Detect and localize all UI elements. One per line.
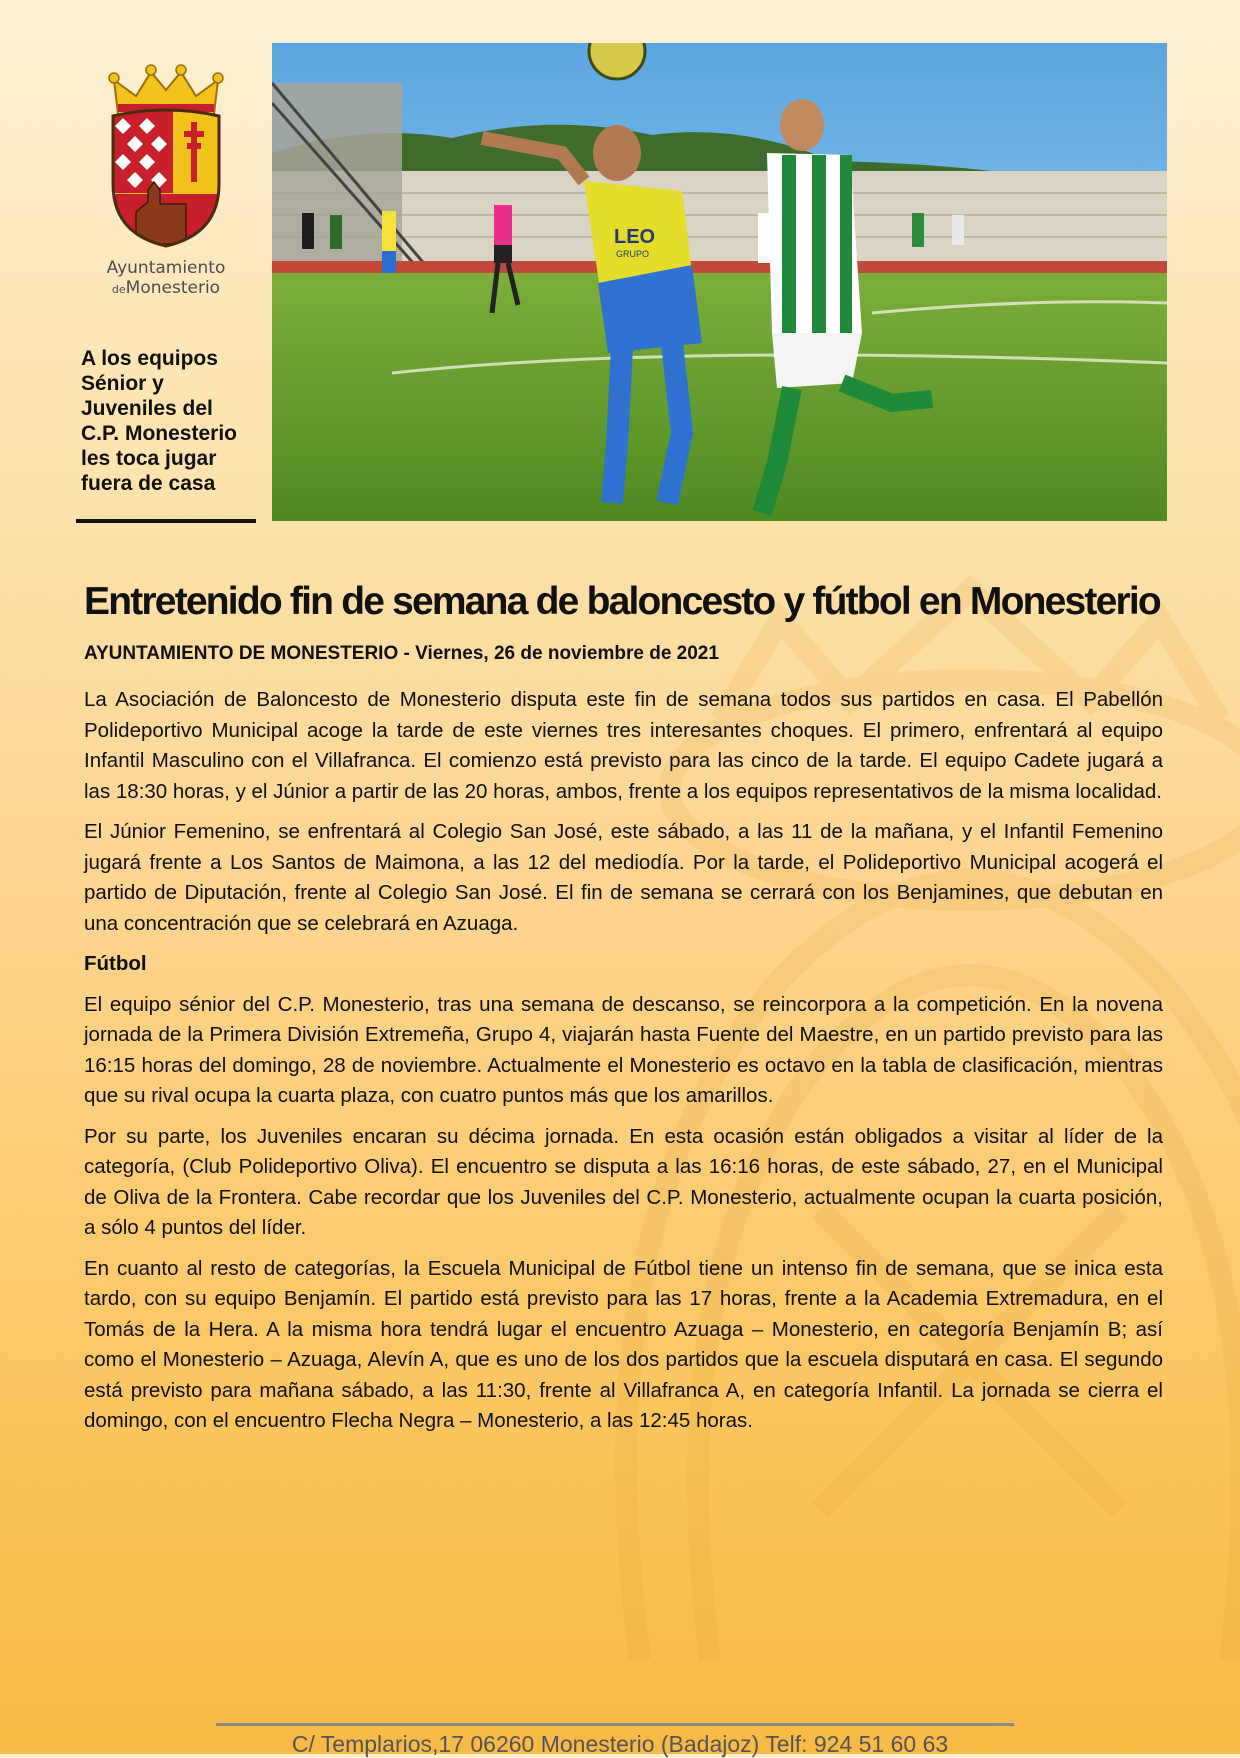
crest-icon: [96, 64, 236, 254]
section-heading: Fútbol: [84, 952, 147, 975]
logo-line-2-small: de: [111, 283, 126, 296]
sidebar-title: A los equipos Sénior y Juveniles del C.P. Monesterio les toca jugar fuera de casa: [81, 347, 237, 495]
shirt-subtext: GRUPO: [616, 249, 650, 259]
ayuntamiento-logo: [96, 64, 236, 300]
article-paragraph: El Júnior Femenino, se enfrentará al Colegio San José, este sábado, a las 11 de la mañana, y el Infantil Femenino jugará frente a Los Santos de Maimona, a las 12 del mediodía. Por la tarde, el Polideportivo Municipal acogerá el partido de Diputación, frente al Colegio San José. El fin de semana se cerrará con los Benjamines, que debutan en una concentración que se celebrará en Azuaga.: [84, 820, 1163, 935]
article-paragraph: El equipo sénior del C.P. Monesterio, tras una semana de descanso, se reincorpora a la competición. En la novena jornada de la Primera División Extremeña, Grupo 4, viajarán hasta Fuente del Maestre, en un partido previsto para las 16:15 horas del domingo, 28 de noviembre. Actualmente el Monesterio es octavo en la tabla de clasificación, mientras que su rival ocupa la cuarta plaza, con cuatro puntos más que los amarillos.: [84, 992, 1163, 1107]
shirt-text: LEO: [614, 226, 656, 248]
logo-line-2-main: Monesterio: [125, 278, 221, 298]
logo-line-2: [96, 278, 236, 300]
logo-line-1: Ayuntamiento: [106, 258, 226, 278]
article-paragraph: En cuanto al resto de categorías, la Escuela Municipal de Fútbol tiene un intenso fin de semana, que se inica esta tardo, con su equipo Benjamín. El partido está previsto para las 17 horas, frente a la Academia Extremadura, en el Tomás de la Hera. A la misma hora tendrá lugar el encuentro Azuaga – Monesterio, en categoría Benjamín B; así como el Monesterio – Azuaga, Alevín A, que es uno de los dos partidos que la escuela disputará en casa. El segundo está previsto para mañana sábado, a las 11:30, frente al Villafranca A, en categoría Infantil. La jornada se cierra el domingo, con el encuentro Flecha Negra – Monesterio, a las 12:45 horas.: [84, 1256, 1163, 1432]
article-paragraph: La Asociación de Baloncesto de Monesterio disputa este fin de semana todos sus partidos en casa. El Pabellón Polideportivo Municipal acoge la tarde de este viernes tres interesantes choques. El primero, enfrentará al equipo Infantil Masculino con el Villafranca. El comienzo está previsto para las cinco de la tarde. El equipo Cadete jugará a las 18:30 horas, y el Júnior a partir de las 20 horas, ambos, frente a los equipos representativos de la misma localidad.: [84, 688, 1163, 803]
article-body: [84, 685, 1163, 1447]
headline: Entretenido fin de semana de baloncesto y fútbol en Monesterio: [84, 580, 1160, 623]
sidebar-rule: [76, 519, 256, 523]
footer-address: C/ Templarios,17 06260 Monesterio (Badajoz) Telf: 924 51 60 63: [291, 1731, 949, 1757]
footer-rule: [216, 1723, 1014, 1726]
football-match-photo: [272, 43, 1167, 521]
logo-text: [96, 258, 236, 300]
article-paragraph: Por su parte, los Juveniles encaran su décima jornada. En esta ocasión están obligados a visitar al líder de la categoría, (Club Polideportivo Oliva). El encuentro se disputa a las 16:16 horas, de este sábado, 27, en el Municipal de Oliva de la Frontera. Cabe recordar que los Juveniles del C.P. Monesterio, actualmente ocupan la cuarta posición, a sólo 4 puntos del líder.: [84, 1124, 1163, 1239]
byline: AYUNTAMIENTO DE MONESTERIO - Viernes, 26 de noviembre de 2021: [84, 643, 719, 664]
